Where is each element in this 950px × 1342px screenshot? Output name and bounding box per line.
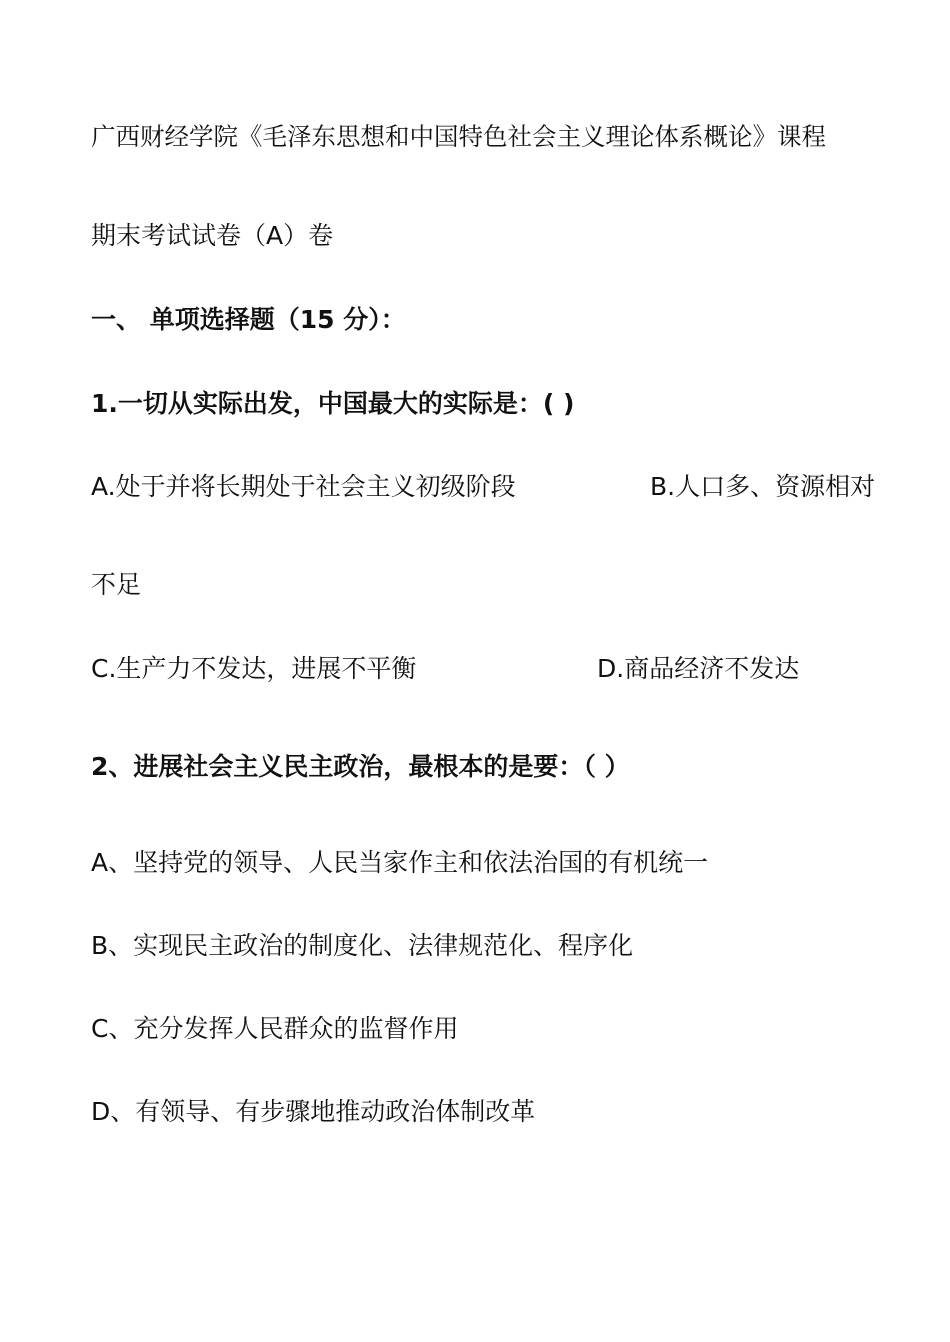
- question-2-option-c: C、充分发挥人民群众的监督作用: [91, 1014, 459, 1043]
- question-1-stem: 1.一切从实际出发，中国最大的实际是：( ): [91, 389, 575, 418]
- question-2-stem: 2、进展社会主义民主政治，最根本的是要：（ ）: [91, 752, 630, 781]
- question-2-option-b: B、实现民主政治的制度化、法律规范化、程序化: [91, 931, 634, 960]
- question-2-option-d: D、有领导、有步骤地推动政治体制改革: [91, 1097, 536, 1126]
- question-2-option-a: A、坚持党的领导、人民当家作主和依法治国的有机统一: [91, 848, 709, 877]
- question-1-option-b: B.人口多、资源相对: [650, 472, 876, 501]
- exam-title-line-1: 广西财经学院《毛泽东思想和中国特色社会主义理论体系概论》课程: [91, 122, 826, 151]
- question-1-option-d: D.商品经济不发达: [597, 654, 800, 683]
- section-heading: 一、 单项选择题（15 分）：: [91, 305, 406, 334]
- question-1-option-c: C.生产力不发达，进展不平衡: [91, 654, 417, 683]
- question-1-option-a: A.处于并将长期处于社会主义初级阶段: [91, 472, 516, 501]
- exam-title-line-2: 期末考试试卷（A）卷: [91, 221, 334, 250]
- question-1-option-b-continued: 不足: [91, 570, 142, 599]
